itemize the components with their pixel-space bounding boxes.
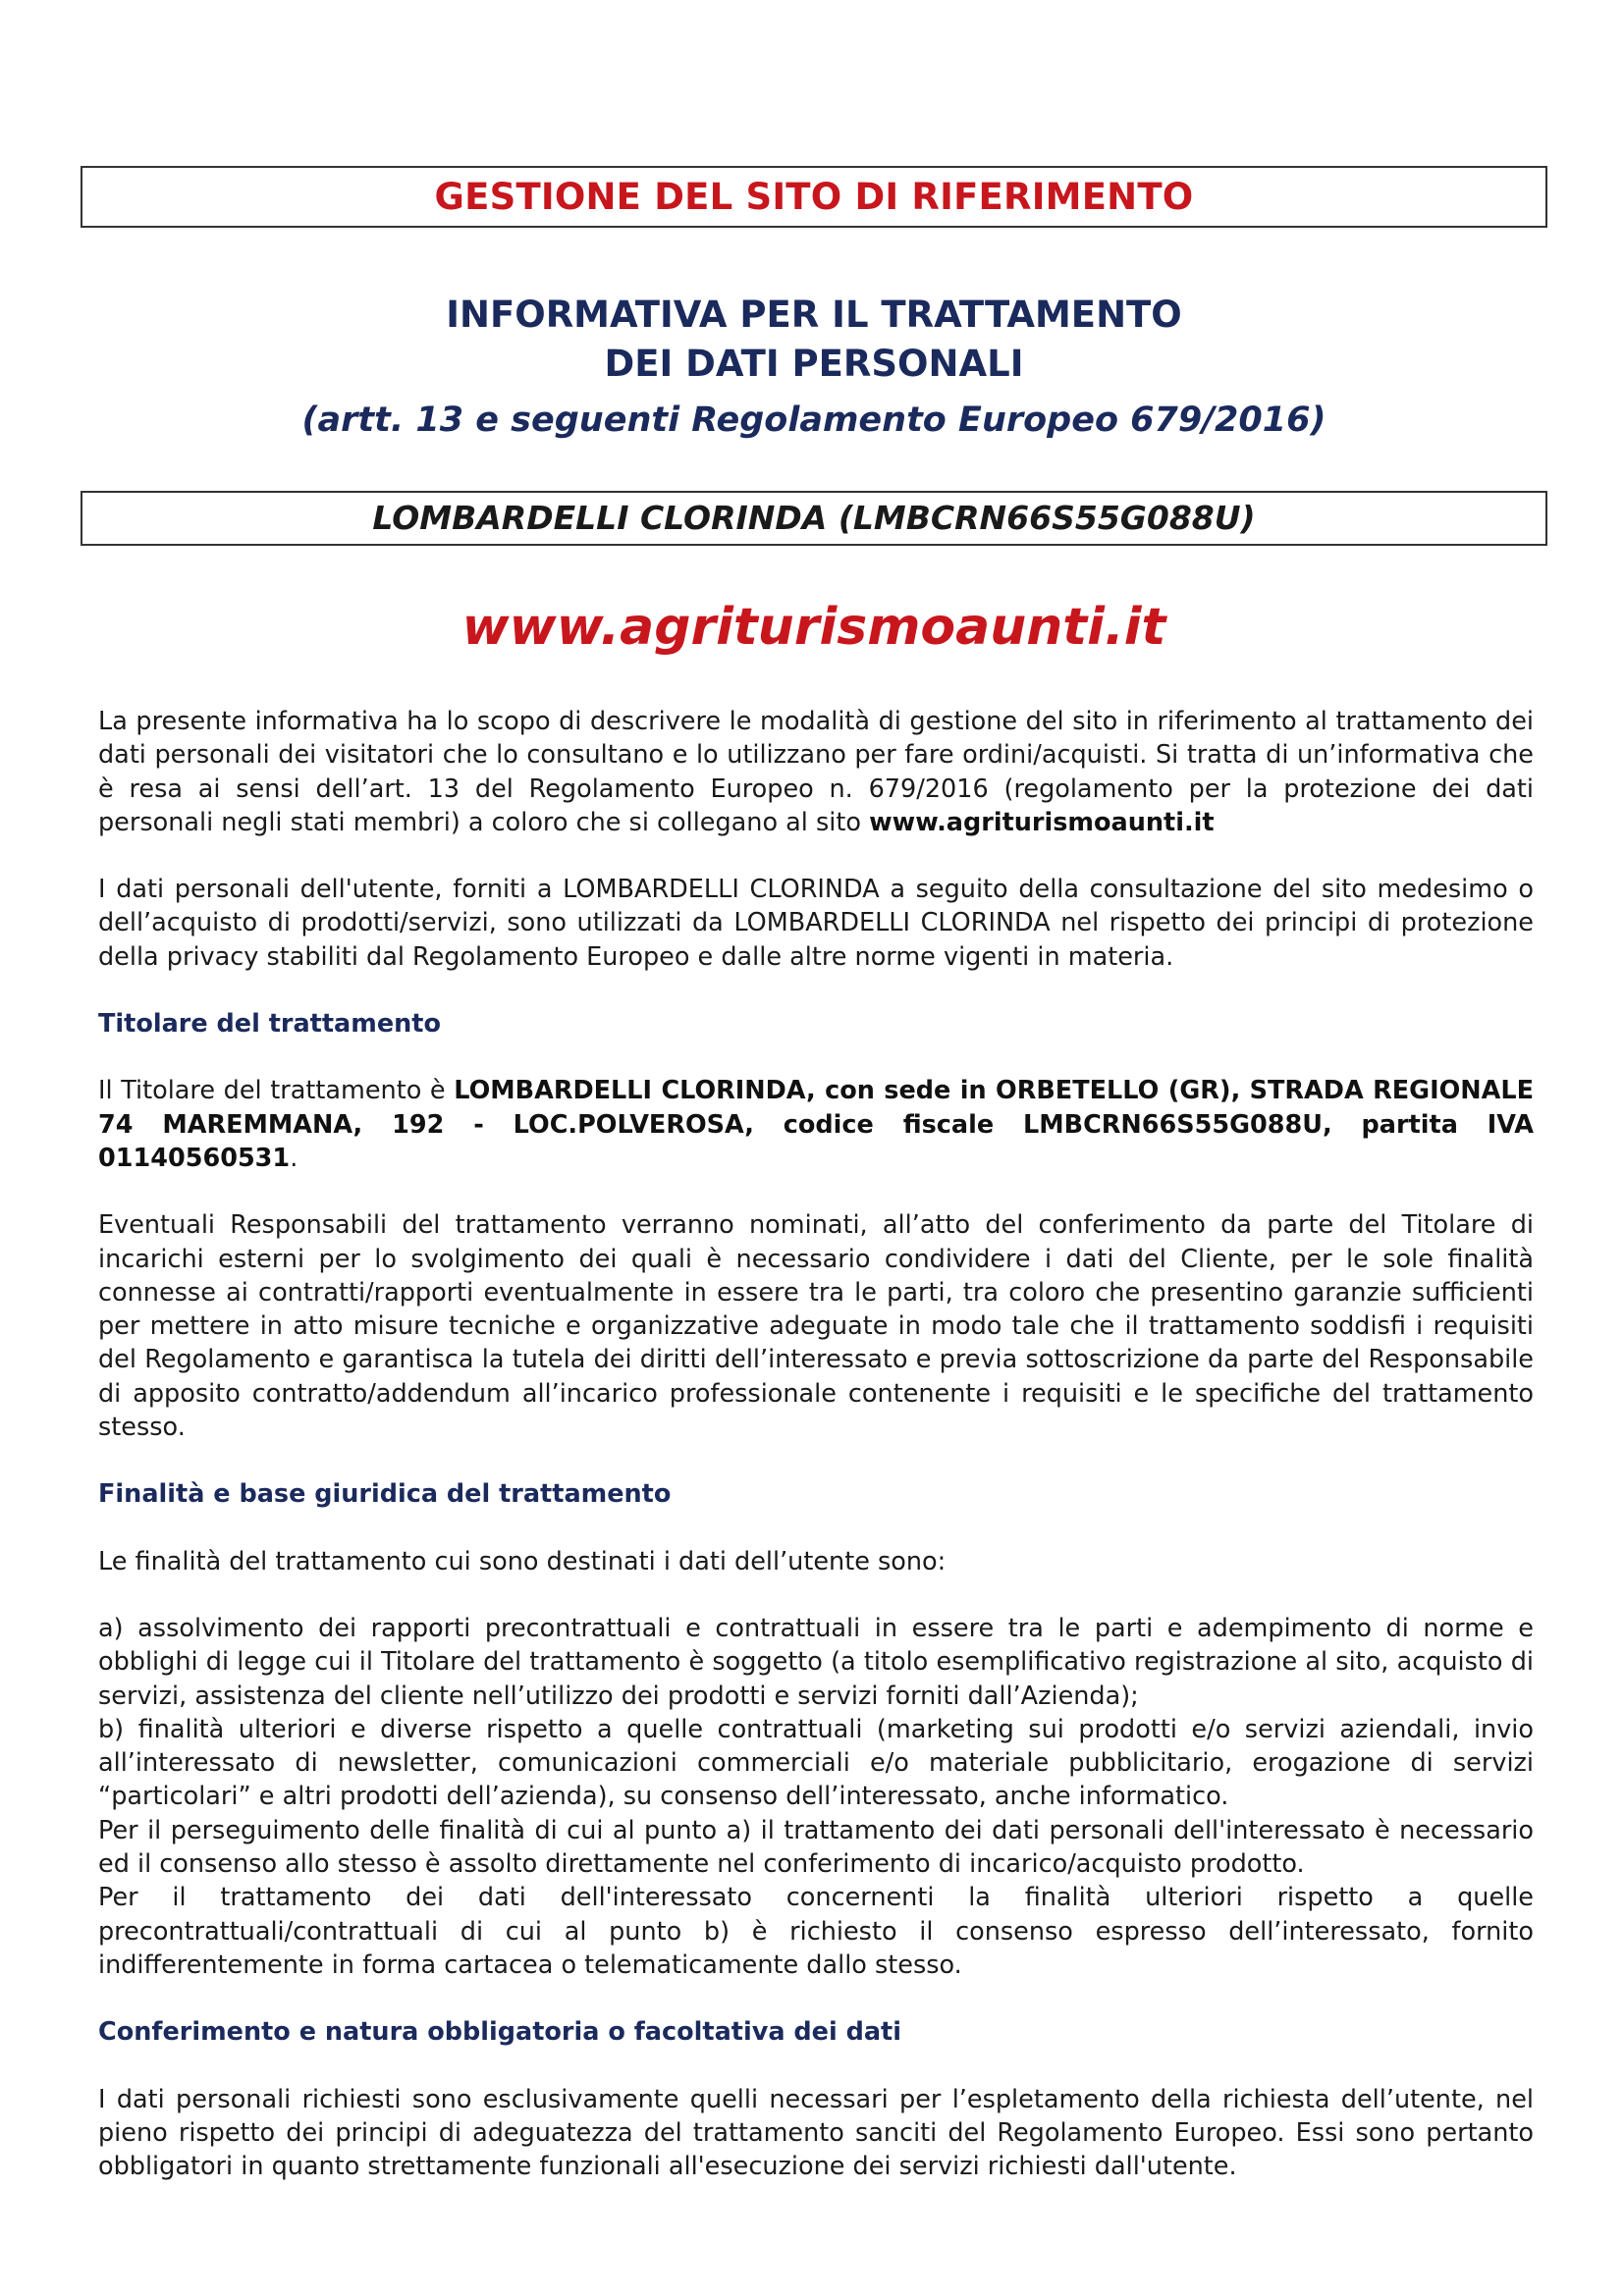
main-title-box <box>81 166 1547 228</box>
finalita-note-1: Per il perseguimento delle finalità di cui al punto a) il trattamento dei dati personali dell'interessato è necessario ed il consenso allo stesso è assolto direttamente nel conferimento di incarico/acquisto prodotto. <box>98 1815 1534 1880</box>
titolare-suffix: . <box>290 1143 298 1173</box>
info-title-line1: INFORMATIVA PER IL TRATTAMENTO <box>446 294 1182 336</box>
info-title-line2: DEI DATI PERSONALI <box>604 343 1024 385</box>
finalita-item-a: a) assolvimento dei rapporti precontrattuali e contrattuali in essere tra le parti e adempimento di norme e obblighi di legge cui il Titolare del trattamento è soggetto (a titolo esemplificativo registrazione al sito, acquisto di servizi, assistenza del cliente nell’utilizzo dei prodotti e servizi forniti dall’Azienda); <box>98 1613 1534 1711</box>
website-title: www.agriturismoaunti.it <box>461 598 1166 657</box>
conferimento-paragraph-1: I dati personali richiesti sono esclusivamente quelli necessari per l’espletamento della richiesta dell’utente, nel pieno rispetto dei principi di adeguatezza del trattamento sanciti del Regolamento Europeo. Essi sono pertanto obbligatori in quanto strettamente funzionali all'esecuzione dei servizi richiesti dall'utente. <box>98 2084 1534 2182</box>
titolare-paragraph-1 <box>98 1074 1534 1175</box>
intro-paragraph-1 <box>98 705 1534 839</box>
owner-box <box>81 491 1547 546</box>
titolare-paragraph-2: Eventuali Responsabili del trattamento verranno nominati, all’atto del conferimento da parte del Titolare di incarichi esterni per lo svolgimento dei quali è necessario condividere i dati del Cliente, per le sole finalità connesse ai contratti/rapporti eventualmente in essere tra le parti, tra coloro che presentino garanzie sufficienti per mettere in atto misure tecniche e organizzative adeguate in modo tale che il trattamento soddisfi i requisiti del Regolamento e garantisca la tutela dei diritti dell’interessato e previa sottoscrizione da parte del Responsabile di apposito contratto/addendum all’incarico professionale contenente i requisiti e le specifiche del trattamento stesso. <box>98 1210 1534 1443</box>
intro-site-link: www.agriturismoaunti.it <box>869 807 1215 837</box>
main-title: GESTIONE DEL SITO DI RIFERIMENTO <box>434 176 1194 218</box>
document-body <box>98 705 1534 2216</box>
titolare-prefix: Il Titolare del trattamento è <box>98 1076 455 1106</box>
intro-paragraph-1-text: La presente informativa ha lo scopo di descrivere le modalità di gestione del sito in riferimento al trattamento dei dati personali dei visitatori che lo consultano e lo utilizzano per fare ordini/acquisti. Si tratta di un’informativa che è resa ai sensi dell’art. 13 del Regolamento Europeo n. 679/2016 (regolamento per la protezione dei dati personali negli stati membri) a coloro che si collegano al sito <box>98 707 1534 837</box>
conferimento-heading: Conferimento e natura obbligatoria o facoltativa dei dati <box>98 2017 901 2048</box>
titolare-heading: Titolare del trattamento <box>98 1009 441 1040</box>
finalita-item-b: b) finalità ulteriori e diverse rispetto a quelle contrattuali (marketing sui prodotti e/o servizi aziendali, invio all’interessato di newsletter, comunicazioni commerciali e/o materiale pubblicitario, erogazione di servizi “particolari” e altri prodotti dell’azienda), su consenso dell’interessato, anche informatico. <box>98 1714 1534 1812</box>
finalita-note-2: Per il trattamento dei dati dell'interessato concernenti la finalità ulteriori rispetto a quelle precontrattuali/contrattuali di cui al punto b) è richiesto il consenso espresso dell’interessato, fornito indifferentemente in forma cartacea o telematicamente dallo stesso. <box>98 1883 1534 1980</box>
titolare-details: LOMBARDELLI CLORINDA, con sede in ORBETELLO (GR), STRADA REGIONALE 74 MAREMMANA, 192 - LOC.POLVEROSA, codice fiscale LMBCRN66S55G088U, partita IVA 01140560531 <box>98 1076 1534 1173</box>
owner-name: LOMBARDELLI CLORINDA (LMBCRN66S55G088U) <box>372 499 1256 537</box>
finalita-heading: Finalità e base giuridica del trattamento <box>98 1479 672 1510</box>
intro-paragraph-2: I dati personali dell'utente, forniti a LOMBARDELLI CLORINDA a seguito della consultazione del sito medesimo o dell’acquisto di prodotti/servizi, sono utilizzati da LOMBARDELLI CLORINDA nel rispetto dei principi di protezione della privacy stabiliti dal Regolamento Europeo e dalle altre norme vigenti in materia. <box>98 875 1534 972</box>
info-title-line3: (artt. 13 e seguenti Regolamento Europeo 679/2016) <box>301 400 1326 440</box>
finalita-intro: Le finalità del trattamento cui sono destinati i dati dell’utente sono: <box>98 1546 947 1576</box>
